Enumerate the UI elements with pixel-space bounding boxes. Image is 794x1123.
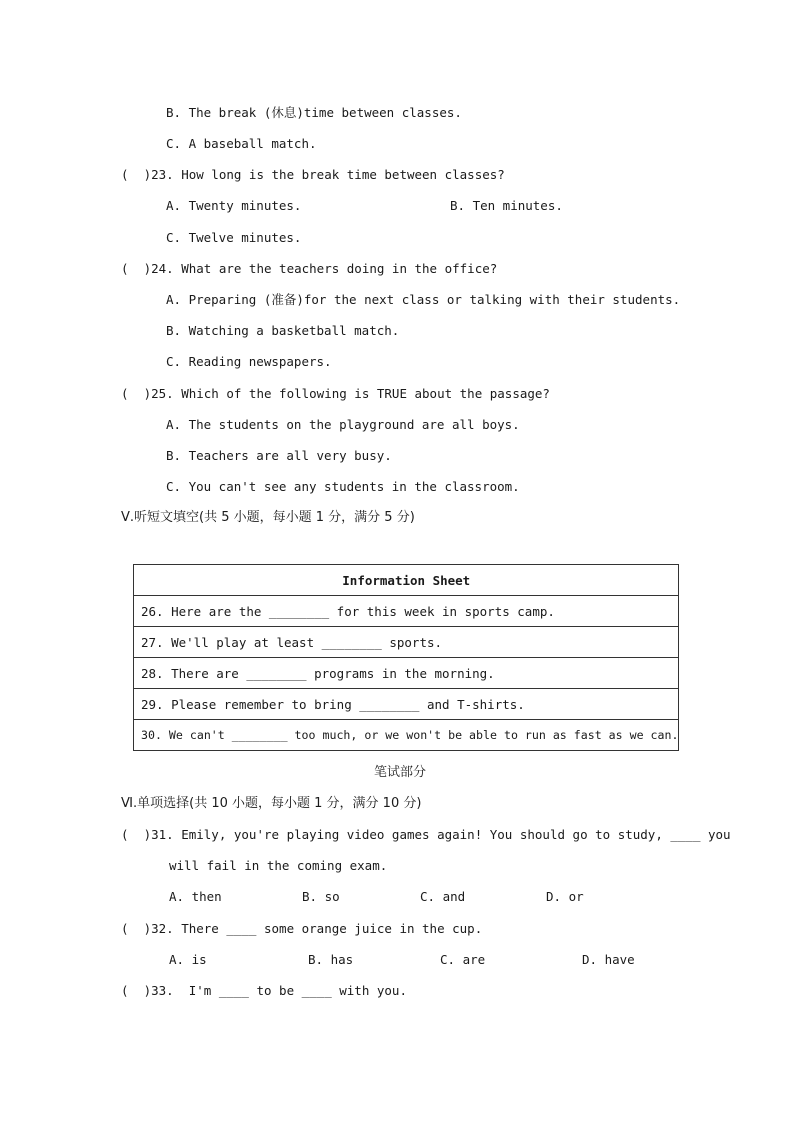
question-31-option-c: C. and	[420, 889, 466, 904]
table-row	[134, 720, 679, 751]
question-31-option-b: B. so	[302, 889, 340, 904]
information-sheet-header: Information Sheet	[134, 565, 679, 596]
written-part-heading: 笔试部分	[374, 765, 427, 780]
table-row	[134, 689, 679, 720]
blank-item-26: 26. Here are the ________ for this week in sports camp.	[134, 596, 679, 627]
question-33-stem: ( )33. I'm ____ to be ____ with you.	[121, 983, 407, 998]
question-31-option-d: D. or	[546, 889, 584, 904]
question-25-option-b: B. Teachers are all very busy.	[166, 448, 392, 463]
blank-item-30: 30. We can't ________ too much, or we won't be able to run as fast as we can.	[134, 720, 679, 751]
blank-item-29: 29. Please remember to bring ________ and T-shirts.	[134, 689, 679, 720]
blank-item-28: 28. There are ________ programs in the morning.	[134, 658, 679, 689]
question-23-stem: ( )23. How long is the break time between classes?	[121, 167, 505, 182]
question-32-option-a: A. is	[169, 952, 207, 967]
question-31-continuation: will fail in the coming exam.	[169, 858, 388, 873]
question-23-option-c: C. Twelve minutes.	[166, 230, 302, 245]
question-24-option-a: A. Preparing (准备)for the next class or talking with their students.	[166, 292, 681, 307]
question-25-option-a: A. The students on the playground are all boys.	[166, 417, 520, 432]
table-row	[134, 658, 679, 689]
question-24-option-b: B. Watching a basketball match.	[166, 323, 400, 338]
question-25-stem: ( )25. Which of the following is TRUE about the passage?	[121, 386, 550, 401]
question-32-option-d: D. have	[582, 952, 635, 967]
information-sheet-table	[133, 564, 679, 751]
table-header-row	[134, 565, 679, 596]
question-32-option-c: C. are	[440, 952, 486, 967]
blank-item-27: 27. We'll play at least ________ sports.	[134, 627, 679, 658]
question-25-option-c: C. You can't see any students in the classroom.	[166, 479, 520, 494]
question-24-option-c: C. Reading newspapers.	[166, 354, 332, 369]
table-row	[134, 596, 679, 627]
section-6-title: Ⅵ.单项选择(共 10 小题，每小题 1 分，满分 10 分)	[121, 796, 422, 811]
question-24-stem: ( )24. What are the teachers doing in the office?	[121, 261, 498, 276]
question-31-option-a: A. then	[169, 889, 222, 904]
section-5-title: Ⅴ.听短文填空(共 5 小题，每小题 1 分，满分 5 分)	[121, 510, 415, 525]
question-31-stem: ( )31. Emily, you're playing video games again! You should go to study, ____ you	[121, 827, 731, 842]
question-32-stem: ( )32. There ____ some orange juice in the cup.	[121, 921, 483, 936]
table-row	[134, 627, 679, 658]
question-23-option-b: B. Ten minutes.	[450, 198, 563, 213]
option-b-break-time: B. The break (休息)time between classes.	[166, 105, 462, 120]
question-32-option-b: B. has	[308, 952, 354, 967]
option-c-baseball: C. A baseball match.	[166, 136, 317, 151]
question-23-option-a: A. Twenty minutes.	[166, 198, 302, 213]
